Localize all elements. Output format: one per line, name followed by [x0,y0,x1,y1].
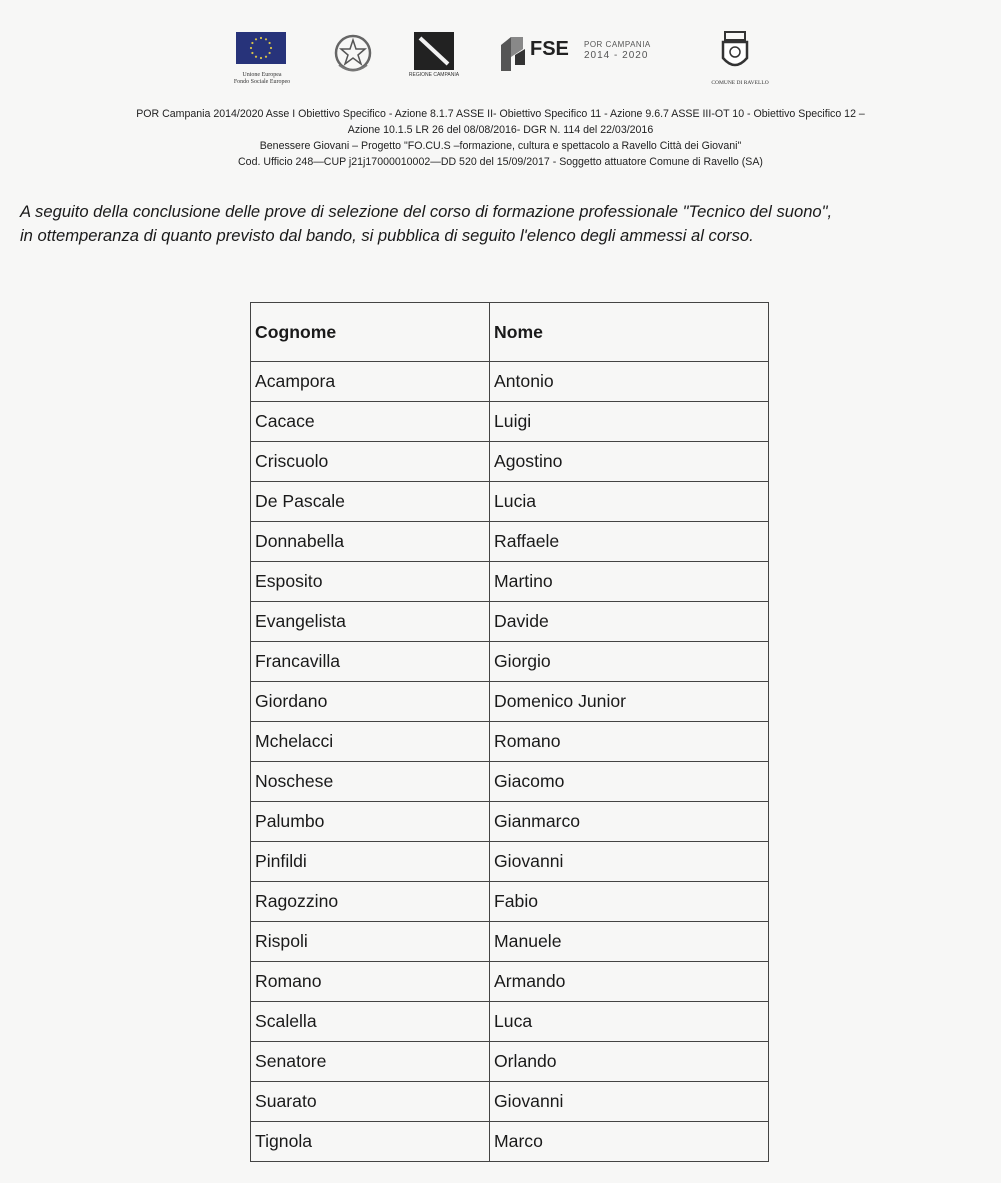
cognome-cell: Esposito [251,562,490,602]
table-row [251,442,769,482]
nome-cell: Orlando [490,1042,769,1082]
nome-cell: Armando [490,962,769,1002]
table-row [251,882,769,922]
nome-cell: Lucia [490,482,769,522]
fse-sub-label: POR CAMPANIA [584,40,651,49]
header-line: Azione 10.1.5 LR 26 del 08/08/2016- DGR N. 114 del 22/03/2016 [347,124,654,136]
intro-line: in ottemperanza di quanto previsto dal bando, si pubblica di seguito l'elenco degli ammessi al corso. [20,226,754,245]
intro-line: A seguito della conclusione delle prove di selezione del corso di formazione professionale "Tecnico del suono", [20,202,833,221]
nome-cell: Giovanni [490,842,769,882]
eu-flag-icon [236,32,286,64]
header-line: Benessere Giovani – Progetto "FO.CU.S –formazione, cultura e spettacolo a Ravello Città dei Giovani" [259,140,742,152]
italian-republic-emblem-icon [334,32,372,74]
table-row [251,1002,769,1042]
cognome-cell: Acampora [251,362,490,402]
nome-cell: Gianmarco [490,802,769,842]
fse-label: FSE [530,38,569,60]
table-row [251,842,769,882]
cognome-cell: Suarato [251,1082,490,1122]
table-row [251,522,769,562]
table-row [251,682,769,722]
cognome-cell: Palumbo [251,802,490,842]
region-caption: REGIONE CAMPANIA [408,72,460,78]
cognome-cell: Mchelacci [251,722,490,762]
cognome-cell: Rispoli [251,922,490,962]
cognome-cell: Noschese [251,762,490,802]
nome-cell: Agostino [490,442,769,482]
table-row [251,562,769,602]
ravello-caption: COMUNE DI RAVELLO [711,80,769,86]
header-line: POR Campania 2014/2020 Asse I Obiettivo Specifico - Azione 8.1.7 ASSE II- Obiettivo Specifico 11 - Azione 9.6.7 ASSE III-OT 10 - Obiettivo Specifico 12 – [136,108,865,120]
table-row [251,362,769,402]
cognome-cell: Francavilla [251,642,490,682]
cognome-cell: Cacace [251,402,490,442]
nome-cell: Giacomo [490,762,769,802]
nome-cell: Giovanni [490,1082,769,1122]
cognome-cell: Donnabella [251,522,490,562]
cognome-cell: De Pascale [251,482,490,522]
nome-cell: Raffaele [490,522,769,562]
cognome-cell: Giordano [251,682,490,722]
nome-cell: Domenico Junior [490,682,769,722]
nome-cell: Giorgio [490,642,769,682]
table-header-row [251,303,769,362]
table-row [251,642,769,682]
table-row [251,962,769,1002]
table-row [251,722,769,762]
eu-caption: Unione Europea Fondo Sociale Europeo [233,72,291,85]
cognome-cell: Romano [251,962,490,1002]
cognome-cell: Tignola [251,1122,490,1162]
header-line: Cod. Ufficio 248—CUP j21j17000010002—DD 520 del 15/09/2017 - Soggetto attuatore Comune di Ravello (SA) [238,156,763,168]
nome-cell: Martino [490,562,769,602]
nome-cell: Fabio [490,882,769,922]
table-row [251,922,769,962]
project-header [40,106,961,170]
table-row [251,1122,769,1162]
nome-cell: Luigi [490,402,769,442]
table-row [251,602,769,642]
cognome-cell: Senatore [251,1042,490,1082]
cognome-cell: Criscuolo [251,442,490,482]
table-row [251,402,769,442]
logo-bar [0,28,1001,92]
nome-cell: Luca [490,1002,769,1042]
intro-paragraph [20,200,995,248]
nome-cell: Marco [490,1122,769,1162]
table-row [251,802,769,842]
cognome-cell: Ragozzino [251,882,490,922]
nome-cell: Manuele [490,922,769,962]
table-row [251,482,769,522]
nome-cell: Davide [490,602,769,642]
nome-cell: Romano [490,722,769,762]
fse-years-label: 2014 - 2020 [584,50,649,61]
column-header-nome: Nome [490,303,769,362]
table-row [251,1042,769,1082]
table-row [251,762,769,802]
admitted-list-table [250,302,769,1162]
ravello-crest-icon [715,30,755,76]
cognome-cell: Pinfildi [251,842,490,882]
table-row [251,1082,769,1122]
cognome-cell: Scalella [251,1002,490,1042]
cognome-cell: Evangelista [251,602,490,642]
column-header-cognome: Cognome [251,303,490,362]
nome-cell: Antonio [490,362,769,402]
